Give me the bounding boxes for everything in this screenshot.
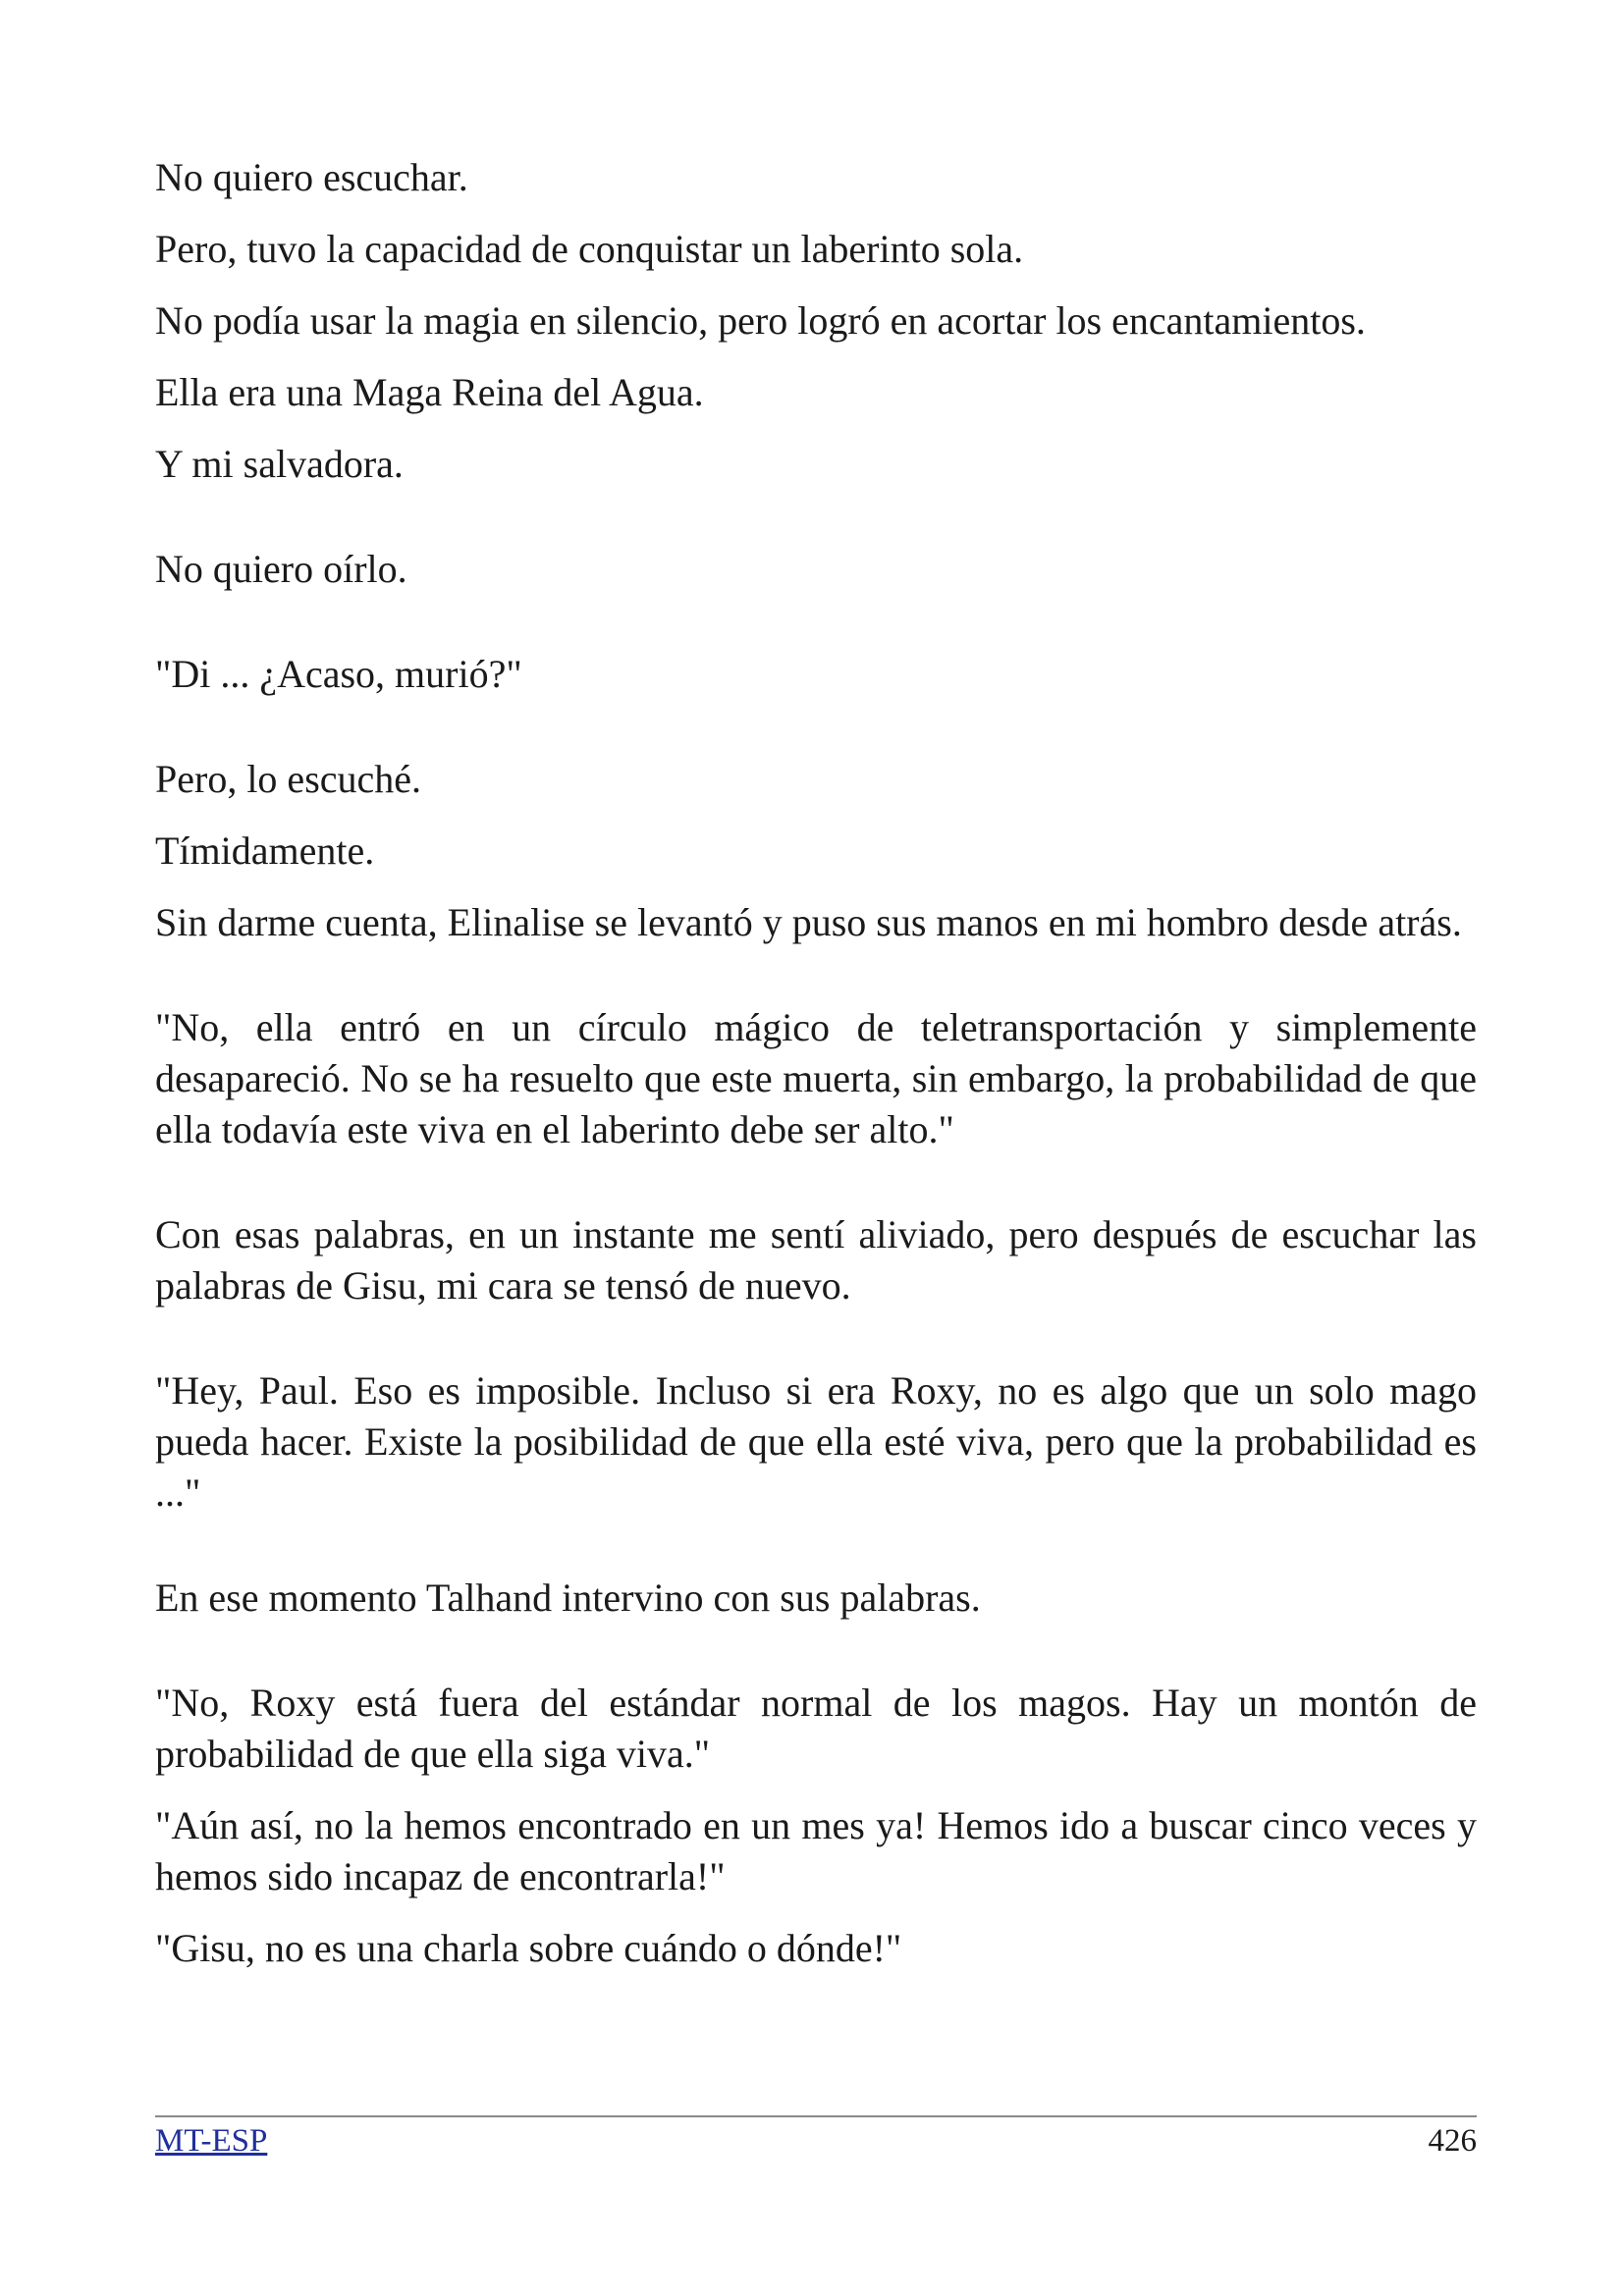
paragraph: "Aún así, no la hemos encontrado en un mes ya! Hemos ido a buscar cinco veces y hemos sido incapaz de encontrarla!" <box>155 1803 1477 1898</box>
footer-divider <box>155 2115 1477 2117</box>
paragraph: "Hey, Paul. Eso es imposible. Incluso si era Roxy, no es algo que un solo mago pueda hacer. Existe la posibilidad de que ella esté viva, pero que la probabilidad es ..." <box>155 1368 1477 1515</box>
paragraph: Ella era una Maga Reina del Agua. <box>155 370 704 414</box>
paragraph: "No, ella entró en un círculo mágico de teletransportación y simplemente desapareció. No se ha resuelto que este muerta, sin embargo, la probabilidad de que ella todavía este viva en el laberinto debe ser alto." <box>155 1005 1477 1151</box>
page-body <box>155 152 1477 1974</box>
paragraph: En ese momento Talhand intervino con sus palabras. <box>155 1575 981 1620</box>
paragraph: No quiero escuchar. <box>155 155 468 199</box>
paragraph: "Gisu, no es una charla sobre cuándo o dónde!" <box>155 1926 902 1970</box>
page-number: 426 <box>1428 2123 1477 2159</box>
footer-source-link[interactable]: MT-ESP <box>155 2123 268 2159</box>
paragraph: Pero, tuvo la capacidad de conquistar un laberinto sola. <box>155 227 1024 271</box>
paragraph: Con esas palabras, en un instante me sentí aliviado, pero después de escuchar las palabras de Gisu, mi cara se tensó de nuevo. <box>155 1212 1477 1308</box>
paragraph: Tímidamente. <box>155 828 375 873</box>
paragraph: Pero, lo escuché. <box>155 757 422 801</box>
paragraph: No podía usar la magia en silencio, pero logró en acortar los encantamientos. <box>155 298 1366 343</box>
paragraph: "Di ... ¿Acaso, murió?" <box>155 652 522 696</box>
paragraph: Y mi salvadora. <box>155 442 404 486</box>
paragraph: No quiero oírlo. <box>155 547 407 591</box>
paragraph: Sin darme cuenta, Elinalise se levantó y puso sus manos en mi hombro desde atrás. <box>155 900 1462 944</box>
paragraph: "No, Roxy está fuera del estándar normal de los magos. Hay un montón de probabilidad de que ella siga viva." <box>155 1681 1477 1776</box>
